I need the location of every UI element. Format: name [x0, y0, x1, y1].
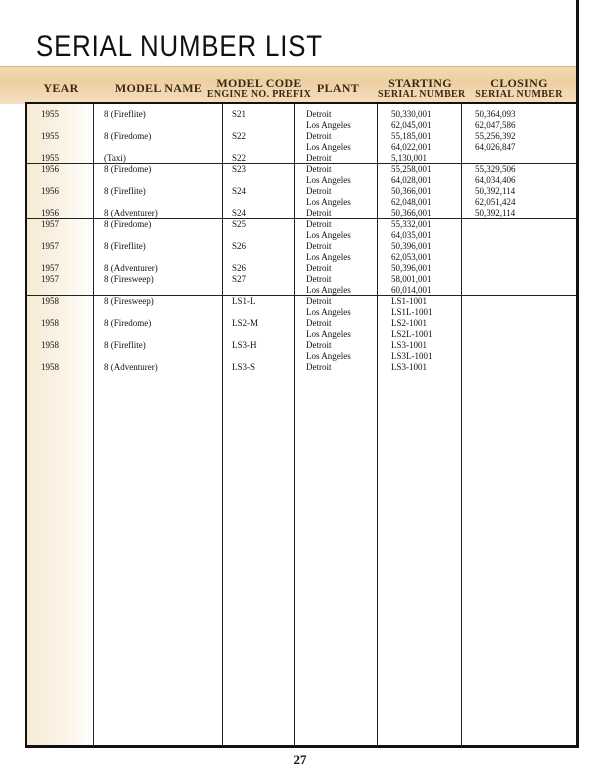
header-starting-line2: SERIAL NUMBER	[378, 89, 466, 100]
page-number: 27	[293, 752, 307, 767]
cell-plant: Detroit	[306, 164, 332, 174]
cell-closing-serial: 64,034,406	[475, 175, 516, 185]
header-model-code-line2: ENGINE NO. PREFIX	[206, 89, 312, 100]
cell-model-name: 8 (Firedome)	[104, 219, 152, 229]
cell-starting-serial: 62,048,001	[391, 197, 432, 207]
cell-starting-serial: 60,014,001	[391, 285, 432, 295]
cell-model-code: S22	[232, 131, 247, 141]
cell-starting-serial: 55,332,001	[391, 219, 432, 229]
cell-model-name: 8 (Fireflite)	[104, 340, 146, 350]
header-closing	[462, 78, 576, 100]
cell-model-code: LS2-M	[232, 318, 259, 328]
cell-plant: Los Angeles	[306, 307, 351, 317]
cell-starting-serial: 55,258,001	[391, 164, 432, 174]
cell-year: 1956	[41, 186, 59, 196]
cell-model-name: 8 (Adventurer)	[104, 263, 158, 273]
cell-model-code: S25	[232, 219, 247, 229]
header-model-code-line1: MODEL CODE	[216, 76, 302, 90]
cell-year: 1955	[41, 153, 59, 163]
cell-closing-serial: 50,392,114	[475, 186, 516, 196]
header-closing-line1: CLOSING	[490, 76, 548, 90]
cell-plant: Detroit	[306, 241, 332, 251]
cell-plant: Los Angeles	[306, 142, 351, 152]
cell-closing-serial: 50,392,114	[475, 208, 516, 218]
cell-starting-serial: 62,045,001	[391, 120, 432, 130]
cell-plant: Detroit	[306, 340, 332, 350]
cell-closing-serial: 55,329,506	[475, 164, 516, 174]
header-year	[30, 83, 92, 95]
column-divider	[377, 104, 378, 745]
cell-starting-serial: 50,396,001	[391, 241, 432, 251]
cell-year: 1957	[41, 241, 59, 251]
cell-starting-serial: 58,001,001	[391, 274, 432, 284]
header-model-name-label: MODEL NAME	[114, 81, 203, 95]
cell-starting-serial: 5,130,001	[391, 153, 427, 163]
cell-closing-serial: 55,256,392	[475, 131, 516, 141]
cell-year: 1957	[41, 219, 59, 229]
page-title: SERIAL NUMBER LIST	[36, 30, 323, 63]
cell-model-code: S24	[232, 186, 247, 196]
header-starting	[378, 76, 466, 100]
cell-plant: Detroit	[306, 153, 332, 163]
cell-model-name: 8 (Firesweep)	[104, 296, 154, 306]
cell-plant: Detroit	[306, 219, 332, 229]
table-right-border	[576, 0, 579, 748]
column-divider	[222, 104, 223, 745]
header-year-label: YEAR	[43, 81, 79, 95]
cell-plant: Los Angeles	[306, 351, 351, 361]
cell-year: 1958	[41, 340, 59, 350]
cell-model-name: 8 (Fireflite)	[104, 109, 146, 119]
header-plant-label: PLANT	[316, 81, 360, 95]
cell-model-code: S21	[232, 109, 247, 119]
cell-starting-serial: LS2-1001	[391, 318, 427, 328]
cell-model-name: 8 (Adventurer)	[104, 208, 158, 218]
cell-model-name: 8 (Firedome)	[104, 131, 152, 141]
header-closing-line2: SERIAL NUMBER	[475, 89, 563, 100]
cell-starting-serial: LS3L-1001	[391, 351, 433, 361]
cell-plant: Detroit	[306, 208, 332, 218]
cell-year: 1957	[41, 274, 59, 284]
cell-starting-serial: 62,053,001	[391, 252, 432, 262]
cell-starting-serial: 64,035,001	[391, 230, 432, 240]
cell-starting-serial: LS1-1001	[391, 296, 427, 306]
cell-plant: Los Angeles	[306, 197, 351, 207]
cell-model-name: 8 (Adventurer)	[104, 362, 158, 372]
year-column-shade	[27, 104, 93, 745]
cell-closing-serial: 62,047,586	[475, 120, 516, 130]
cell-model-code: S22	[232, 153, 247, 163]
cell-plant: Detroit	[306, 296, 332, 306]
table-bottom-border	[25, 745, 579, 748]
header-divider	[25, 102, 578, 104]
column-divider	[461, 104, 462, 745]
cell-year: 1956	[41, 164, 59, 174]
cell-plant: Los Angeles	[306, 329, 351, 339]
cell-closing-serial: 62,051,424	[475, 197, 516, 207]
cell-plant: Los Angeles	[306, 285, 351, 295]
cell-starting-serial: 50,366,001	[391, 208, 432, 218]
cell-starting-serial: 50,330,001	[391, 109, 432, 119]
cell-starting-serial: LS1L-1001	[391, 307, 433, 317]
cell-plant: Los Angeles	[306, 175, 351, 185]
cell-plant: Detroit	[306, 318, 332, 328]
cell-plant: Detroit	[306, 263, 332, 273]
cell-closing-serial: 50,364,093	[475, 109, 516, 119]
header-plant	[306, 83, 370, 95]
cell-model-name: 8 (Fireflite)	[104, 241, 146, 251]
cell-year: 1955	[41, 109, 59, 119]
header-model-code	[204, 78, 314, 100]
cell-starting-serial: 55,185,001	[391, 131, 432, 141]
cell-model-code: S27	[232, 274, 247, 284]
cell-starting-serial: 64,028,001	[391, 175, 432, 185]
cell-plant: Detroit	[306, 186, 332, 196]
cell-closing-serial: 64,026,847	[475, 142, 516, 152]
cell-starting-serial: 50,396,001	[391, 263, 432, 273]
cell-starting-serial: 64,022,001	[391, 142, 432, 152]
cell-model-name: 8 (Firedome)	[104, 164, 152, 174]
cell-year: 1958	[41, 362, 59, 372]
cell-starting-serial: LS3-1001	[391, 362, 427, 372]
cell-plant: Los Angeles	[306, 252, 351, 262]
cell-plant: Detroit	[306, 131, 332, 141]
table-left-border	[25, 103, 27, 747]
cell-starting-serial: LS3-1001	[391, 340, 427, 350]
cell-model-code: S26	[232, 263, 247, 273]
column-divider	[93, 104, 94, 745]
cell-year: 1955	[41, 131, 59, 141]
cell-model-name: 8 (Fireflite)	[104, 186, 146, 196]
cell-model-code: LS1-L	[232, 296, 256, 306]
cell-plant: Detroit	[306, 109, 332, 119]
cell-model-name: 8 (Firesweep)	[104, 274, 154, 284]
header-model-name	[96, 83, 221, 95]
cell-model-code: S26	[232, 241, 247, 251]
cell-plant: Los Angeles	[306, 230, 351, 240]
cell-model-code: LS3-S	[232, 362, 256, 372]
cell-year: 1957	[41, 263, 59, 273]
header-starting-line1: STARTING	[388, 76, 452, 90]
cell-starting-serial: 50,366,001	[391, 186, 432, 196]
cell-plant: Detroit	[306, 274, 332, 284]
cell-model-code: S23	[232, 164, 247, 174]
cell-year: 1958	[41, 318, 59, 328]
cell-year: 1956	[41, 208, 59, 218]
cell-model-code: S24	[232, 208, 247, 218]
cell-year: 1958	[41, 296, 59, 306]
cell-plant: Los Angeles	[306, 120, 351, 130]
cell-plant: Detroit	[306, 362, 332, 372]
column-divider	[294, 104, 295, 745]
cell-model-name: 8 (Firedome)	[104, 318, 152, 328]
cell-starting-serial: LS2L-1001	[391, 329, 433, 339]
cell-model-name: (Taxi)	[104, 153, 126, 163]
cell-model-code: LS3-H	[232, 340, 257, 350]
